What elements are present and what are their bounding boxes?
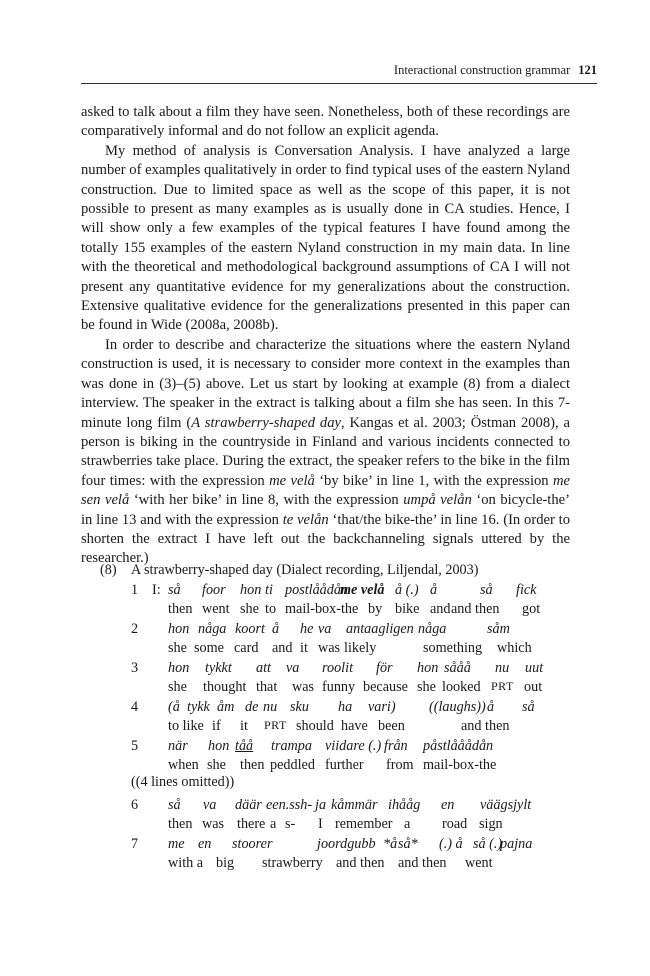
gloss-word: it: [240, 718, 248, 734]
gloss-word: further: [325, 757, 364, 773]
gloss-word: should: [296, 718, 334, 734]
gloss-word: looked: [442, 679, 481, 695]
gloss-word: funny: [322, 679, 356, 695]
original-word: va: [203, 797, 217, 813]
text-run: , Kangas et al. 2003; Östman 2008), a person is biking in the countryside in Finland and various incidents connected to strawberries take place. During the extract, the speaker refers to the bike in the film four times: with the expression: [81, 414, 570, 489]
original-word: joordgubb: [317, 836, 376, 852]
gloss-word: big: [216, 855, 235, 871]
gloss-word: if: [212, 718, 221, 734]
original-word: så (.): [473, 836, 503, 852]
original-word: en: [198, 836, 212, 852]
line-number: 5: [131, 738, 139, 754]
original-word: me: [168, 836, 185, 852]
italic-term: me sen velå: [81, 472, 571, 509]
original-word: foor: [202, 582, 226, 598]
original-word: kåmmär: [331, 797, 378, 813]
gloss-word: mail-box-the: [285, 601, 359, 617]
gloss-word: strawberry: [262, 855, 323, 871]
gloss-word: got: [522, 601, 541, 617]
gloss-word: bike: [395, 601, 420, 617]
original-word: vari): [368, 699, 396, 715]
line-number: 4: [131, 699, 139, 715]
original-word: trampa: [271, 738, 312, 754]
line-number: 1: [131, 582, 139, 598]
gloss-word: some: [194, 640, 224, 656]
original-word: hon: [168, 621, 190, 637]
original-word: tåå: [235, 738, 254, 754]
original-word: antaagligen: [346, 621, 414, 637]
original-word: en: [441, 797, 455, 813]
gloss-word: went: [465, 855, 493, 871]
gloss-word: then: [168, 816, 193, 832]
original-word: va: [318, 621, 332, 637]
gloss-word: out: [524, 679, 543, 695]
gloss-word: have: [341, 718, 368, 734]
original-word: stoorer: [232, 836, 273, 852]
gloss-word: she: [207, 757, 226, 773]
gloss-word: she: [417, 679, 436, 695]
line-number: 2: [131, 621, 139, 637]
original-word: ja: [315, 797, 327, 813]
example-number: (8): [100, 562, 117, 578]
gloss-word: PRT: [491, 679, 514, 693]
gloss-word: then: [240, 757, 265, 773]
original-word: tykkt: [205, 660, 232, 676]
text-run: ‘with her bike’ in line 8, with the expression: [129, 492, 404, 509]
page-number: 121: [578, 63, 597, 77]
gloss-word: road: [442, 816, 468, 832]
gloss-word: thought: [203, 679, 247, 695]
original-word: hon: [417, 660, 439, 676]
original-word: nu: [263, 699, 278, 715]
gloss-word: PRT: [264, 718, 287, 732]
gloss-word: and then: [461, 718, 510, 734]
text-run: asked to talk about a film they have seen. Nonetheless, both of these recordings are comparatively informal and do not follow an explicit agenda.: [81, 104, 570, 140]
gloss-word: from: [386, 757, 414, 773]
original-word: väägsjylt: [480, 797, 532, 813]
original-word: att: [256, 660, 271, 676]
gloss-word: then: [168, 601, 193, 617]
gloss-word: by: [368, 601, 383, 617]
line-number: 7: [131, 836, 139, 852]
original-word: ha: [338, 699, 353, 715]
original-word: påstlååådån: [423, 738, 494, 754]
original-word: å: [272, 621, 280, 637]
text-run: My method of analysis is Conversation Analysis. I have analyzed a large number of examples qualitatively in order to find typical uses of the eastern Nyland construction. Due to limited space as well as the scope of this paper, it is not possible to present as many examples as is usually done in CA studies. Hence, I will show only a few examples of the typical features I have found among the totally 155 examples of the eastern Nyland construction in my main data. In line with the theoretical and methodological background assumptions of CA I will not present any quantitative evidence for my generalizations about the construction. Extensive qualitative evidence for the generalizations presented in this paper can be found in Wide (2008a, 2008b).: [81, 142, 570, 334]
original-word: een.ssh-: [266, 797, 313, 813]
original-word: så*: [398, 836, 418, 852]
original-word: me velå: [340, 582, 385, 598]
gloss-word: and then: [398, 855, 447, 871]
gloss-word: to: [265, 601, 277, 617]
gloss-word: peddled: [270, 757, 315, 773]
gloss-word: card: [234, 640, 259, 656]
text-run: ‘by bike’ in line 1, with the expression: [314, 472, 553, 489]
original-word: å: [487, 699, 495, 715]
original-word: fick: [516, 582, 537, 598]
text-run: ‘on bicycle-the’ in line 13 and with the expression: [81, 492, 570, 528]
original-word: pajna: [500, 836, 533, 852]
italic-term: umpå velån: [403, 492, 472, 509]
speaker-label: I:: [152, 582, 161, 598]
original-word: sååå: [444, 660, 471, 676]
original-word: när: [168, 738, 188, 754]
omitted-lines-note: ((4 lines omitted)): [131, 774, 235, 790]
gloss-word: been: [378, 718, 405, 734]
running-title: Interactional construction grammar: [393, 63, 571, 77]
original-word: hon: [208, 738, 230, 754]
gloss-word: remember: [335, 816, 393, 832]
original-word: *å: [383, 836, 398, 852]
original-word: för: [376, 660, 393, 676]
gloss-word: there: [237, 816, 266, 832]
original-word: viidare (.): [325, 738, 382, 754]
gloss-word: and then: [451, 601, 500, 617]
original-word: så: [168, 582, 181, 598]
original-word: å (.): [395, 582, 419, 598]
original-word: hon: [240, 582, 262, 598]
original-word: (.) å: [439, 836, 463, 852]
line-number: 6: [131, 797, 139, 813]
original-word: roolit: [322, 660, 354, 676]
gloss-word: that: [256, 679, 278, 695]
original-word: ihååg: [388, 797, 421, 813]
gloss-word: s-: [285, 816, 296, 832]
original-word: uut: [525, 660, 544, 676]
gloss-word: something: [423, 640, 483, 656]
gloss-word: likely: [344, 640, 377, 656]
gloss-word: mail-box-the: [423, 757, 497, 773]
original-word: ti: [265, 582, 273, 598]
text-run: In order to describe and characterize the situations where the eastern Nyland construction is used, it is necessary to consider more context in the examples than was done in (3)–(5) above. Let us start by looking at example (8) from a dialect interview. The speaker in the extract is talking about a film she has seen. In this 7-minute long film (: [81, 336, 570, 431]
example-title: A strawberry-shaped day (Dialect recording, Liljendal, 2003): [131, 562, 479, 578]
original-word: däär: [235, 797, 262, 813]
original-word: hon: [168, 660, 190, 676]
gloss-word: and: [430, 601, 451, 617]
gloss-word: which: [497, 640, 532, 656]
italic-term: te velån: [282, 511, 329, 528]
italic-term: me velå: [269, 472, 315, 489]
text-run: ‘that/the bike-the’ in line 16. (In order to shorten the extract I have left out the backchanneling signals uttered by the researcher.): [81, 511, 570, 567]
original-word: sku: [290, 699, 309, 715]
gloss-word: went: [202, 601, 230, 617]
original-word: tykk: [187, 699, 210, 715]
original-word: de: [245, 699, 259, 715]
italic-term: A strawberry-shaped day: [191, 414, 341, 431]
gloss-word: was: [292, 679, 315, 695]
gloss-word: a: [270, 816, 277, 832]
original-word: postlåådån: [285, 582, 349, 598]
original-word: va: [286, 660, 300, 676]
gloss-word: a: [404, 816, 411, 832]
original-word: såm: [487, 621, 510, 637]
original-word: ((laughs)): [429, 699, 486, 715]
gloss-word: to like: [168, 718, 204, 734]
original-word: så: [480, 582, 493, 598]
original-word: koort: [235, 621, 265, 637]
original-word: från: [384, 738, 408, 754]
gloss-word: because: [363, 679, 408, 695]
original-word: nu: [495, 660, 510, 676]
gloss-word: with a: [168, 855, 204, 871]
gloss-word: was: [202, 816, 225, 832]
gloss-word: I: [318, 816, 323, 832]
gloss-word: it: [300, 640, 308, 656]
original-word: åm: [217, 699, 235, 715]
original-word: någa: [418, 621, 447, 637]
line-number: 3: [131, 660, 139, 676]
original-word: (å: [168, 699, 180, 715]
gloss-word: sign: [479, 816, 503, 832]
original-word: någa: [198, 621, 227, 637]
gloss-word: she: [168, 679, 187, 695]
gloss-word: and: [272, 640, 293, 656]
original-word: he: [300, 621, 314, 637]
gloss-word: she: [240, 601, 259, 617]
original-word: så: [522, 699, 535, 715]
gloss-word: was: [318, 640, 341, 656]
gloss-word: she: [168, 640, 187, 656]
original-word: så: [168, 797, 181, 813]
original-word: å: [430, 582, 438, 598]
gloss-word: and then: [336, 855, 385, 871]
gloss-word: when: [168, 757, 199, 773]
